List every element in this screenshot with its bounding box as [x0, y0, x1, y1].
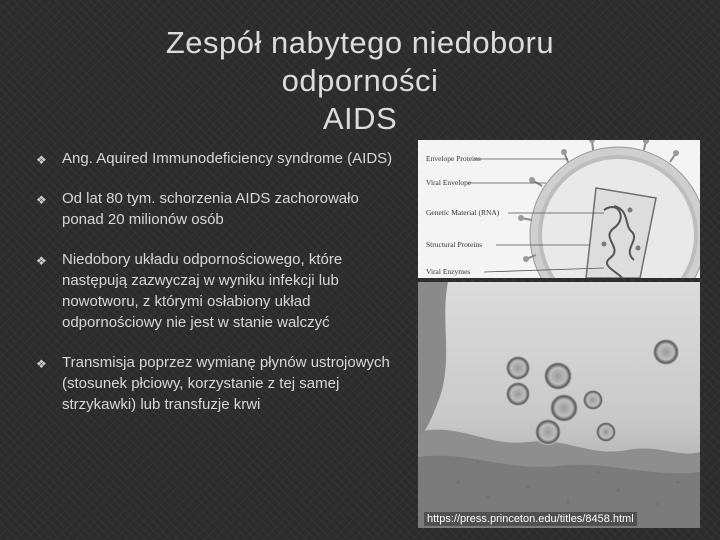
bullet-list	[36, 148, 396, 434]
bullet-text: Niedobory układu odpornościowego, które następują zazwyczaj w wyniku infekcji lub nowotworu, z którymi osłabiony układ odpornościowy nie jest w stanie walczyć	[62, 251, 343, 331]
hiv-virion-diagram	[418, 140, 700, 278]
title-line-2: odporności	[281, 63, 439, 98]
title-line-3: AIDS	[322, 101, 398, 136]
diamond-bullet-icon: ❖	[36, 357, 47, 371]
diamond-bullet-icon: ❖	[36, 254, 47, 268]
bullet-text: Transmisja poprzez wymianę płynów ustrojowych (stosunek płciowy, korzystanie z tej samej strzykawki) lub transfuzje krwi	[62, 354, 390, 413]
bullet-text: Od lat 80 tym. schorzenia AIDS zachorowało ponad 20 milionów osób	[62, 190, 359, 228]
bullet-item	[36, 249, 396, 333]
virion-illustration	[418, 140, 700, 278]
label-viral-envelope: Viral Envelope	[426, 178, 472, 187]
diamond-bullet-icon: ❖	[36, 153, 47, 167]
label-structural-proteins: Structural Proteins	[426, 240, 483, 249]
title-line-1: Zespół nabytego niedoboru	[165, 25, 555, 60]
micrograph-image	[418, 282, 700, 528]
label-envelope-proteins: Envelope Proteins	[426, 154, 481, 163]
bullet-item	[36, 352, 396, 415]
slide-title	[130, 24, 590, 138]
bullet-text: Ang. Aquired Immunodeficiency syndrome (AIDS)	[62, 150, 393, 167]
image-credit: https://press.princeton.edu/titles/8458.html	[424, 512, 637, 526]
bullet-item	[36, 188, 396, 230]
label-viral-enzymes: Viral Enzymes	[426, 267, 471, 276]
electron-micrograph	[418, 282, 700, 528]
diamond-bullet-icon: ❖	[36, 193, 47, 207]
label-genetic-material: Genetic Material (RNA)	[426, 208, 500, 217]
bullet-item	[36, 148, 396, 169]
